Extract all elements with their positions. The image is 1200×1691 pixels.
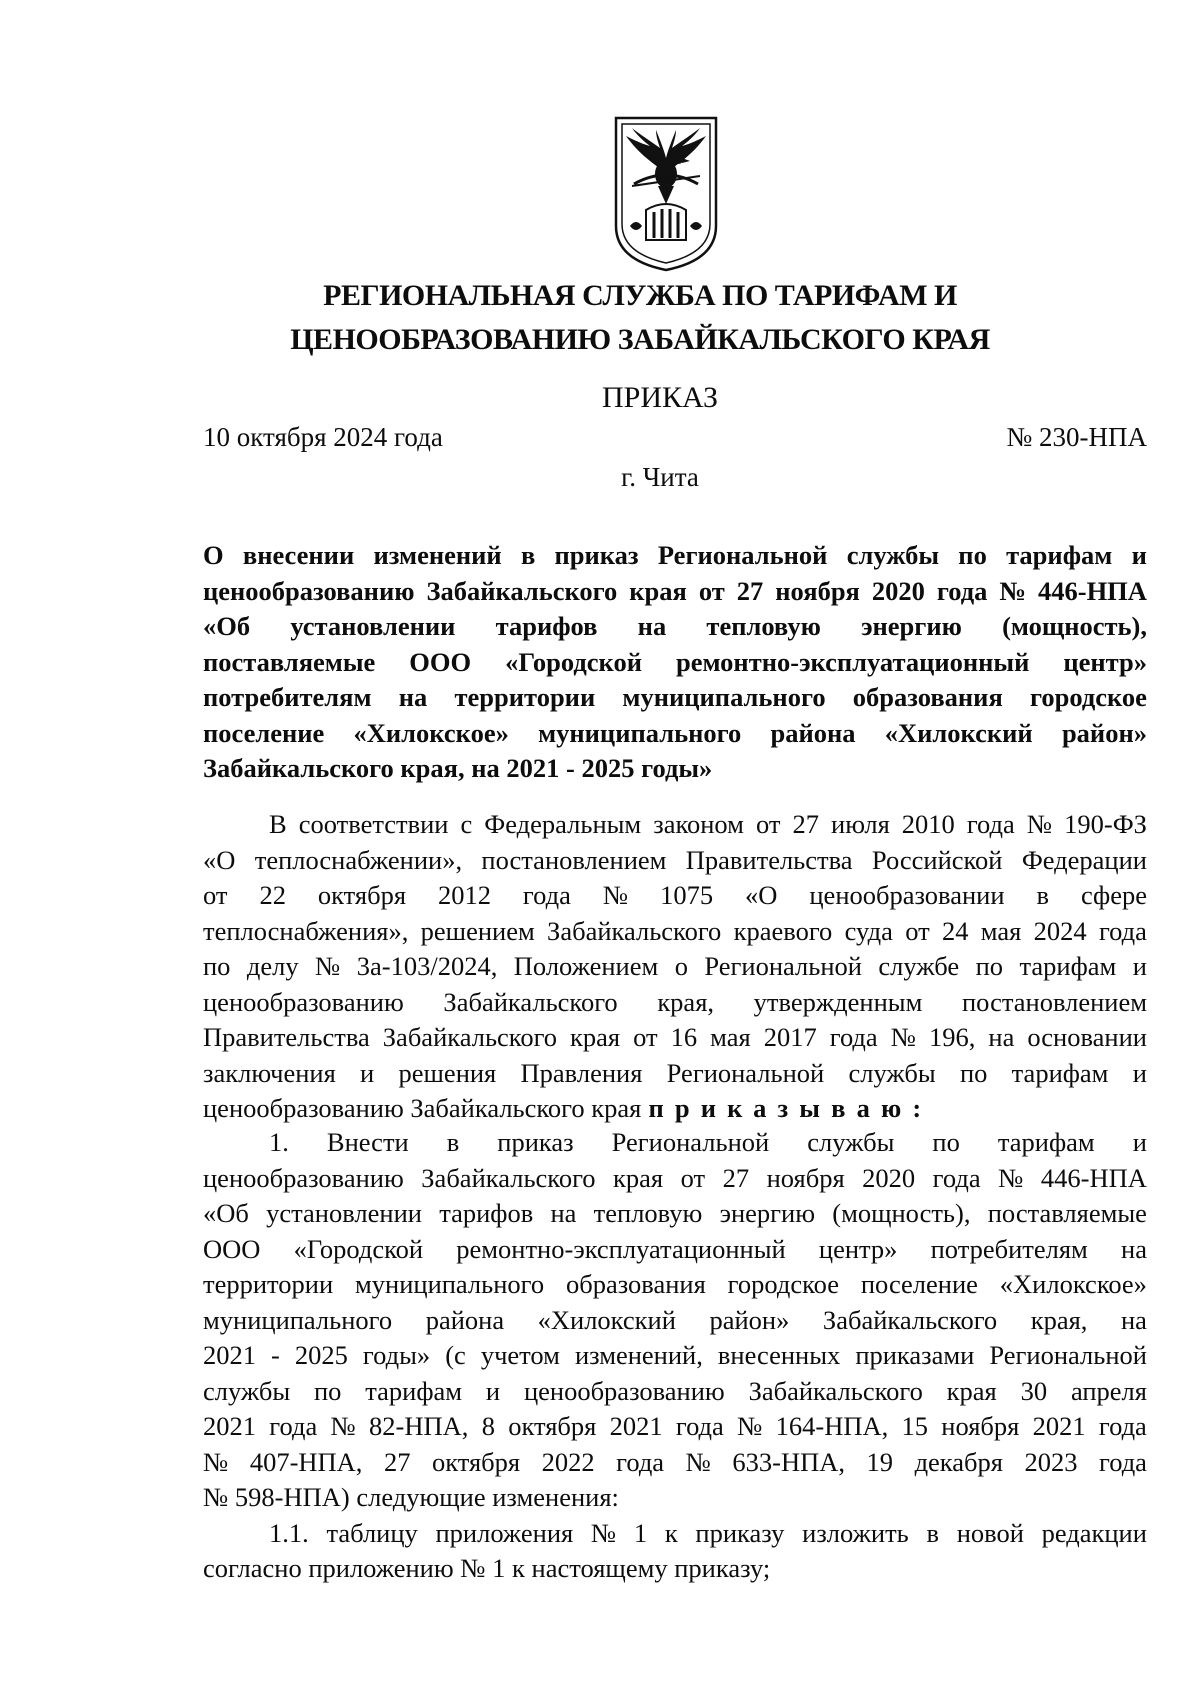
- subject-line: ценообразованию Забайкальского края от 27 ноября 2020 года № 446-НПА: [203, 575, 1147, 606]
- document-subject: [203, 538, 1147, 787]
- item-1-line: 2021 - 2025 годы» (с учетом изменений, внесенных приказами Региональной: [203, 1340, 1147, 1370]
- preamble-line: В соответствии с Федеральным законом от 27 июля 2010 года № 190-ФЗ: [269, 809, 1147, 839]
- item-1-1-line: согласно приложению № 1 к настоящему приказу;: [203, 1553, 771, 1583]
- order-word: приказываю:: [648, 1093, 933, 1123]
- item-1-line: № 407-НПА, 27 октября 2022 года № 633-НПА, 19 декабря 2023 года: [203, 1446, 1147, 1477]
- preamble-line: ценообразованию Забайкальского края: [203, 1093, 642, 1123]
- preamble-line: теплоснабжения», решением Забайкальского краевого суда от 24 мая 2024 года: [203, 915, 1147, 946]
- subject-line: потребителям на территории муниципального образования городское: [203, 682, 1147, 712]
- preamble-line: «О теплоснабжении», постановлением Правительства Российской Федерации: [203, 844, 1147, 875]
- item-1-line: № 598-НПА) следующие изменения:: [203, 1482, 619, 1512]
- coat-of-arms-emblem: [612, 114, 720, 272]
- document-city: г. Чита: [621, 462, 699, 492]
- agency-name: [200, 274, 1080, 362]
- agency-name-line-1: РЕГИОНАЛЬНАЯ СЛУЖБА ПО ТАРИФАМ И: [323, 279, 957, 312]
- agency-name-line-2: ЦЕНООБРАЗОВАНИЮ ЗАБАЙКАЛЬСКОГО КРАЯ: [290, 323, 990, 356]
- item-1-line: ООО «Городской ремонтно-эксплуатационный центр» потребителям на: [203, 1233, 1147, 1264]
- item-1-line: муниципального района «Хилокский район» Забайкальского края, на: [203, 1304, 1147, 1335]
- preamble-line-last: [203, 1091, 1147, 1127]
- item-1-line: «Об установлении тарифов на тепловую энергию (мощность), поставляемые: [203, 1198, 1147, 1228]
- preamble-line: от 22 октября 2012 года № 1075 «О ценообразовании в сфере: [203, 880, 1147, 910]
- subject-line: поселение «Хилокское» муниципального района «Хилокский район»: [203, 717, 1147, 748]
- item-1-line: службы по тарифам и ценообразованию Забайкальского края 30 апреля: [203, 1375, 1147, 1406]
- preamble-paragraph: [203, 807, 1147, 1127]
- item-1-paragraph: [203, 1125, 1147, 1587]
- subject-line: Забайкальского края, на 2021 - 2025 годы»: [203, 753, 713, 783]
- document-number: № 230-НПА: [1006, 422, 1147, 452]
- preamble-line: заключения и решения Правления Региональной службы по тарифам и: [203, 1057, 1147, 1088]
- item-1-line: 1. Внести в приказ Региональной службы по тарифам и: [269, 1127, 1147, 1157]
- item-1-line: ценообразованию Забайкальского края от 27 ноября 2020 года № 446-НПА: [203, 1162, 1147, 1193]
- subject-line: О внесении изменений в приказ Региональной службы по тарифам и: [203, 540, 1147, 570]
- subject-line: поставляемые ООО «Городской ремонтно-эксплуатационный центр»: [203, 646, 1147, 677]
- item-1-line: 2021 года № 82-НПА, 8 октября 2021 года № 164-НПА, 15 ноября 2021 года: [203, 1411, 1147, 1441]
- item-1-1-line: 1.1. таблицу приложения № 1 к приказу изложить в новой редакции: [269, 1517, 1147, 1548]
- subject-line: «Об установлении тарифов на тепловую энергию (мощность),: [203, 611, 1147, 641]
- document-date: 10 октября 2024 года: [203, 422, 443, 452]
- preamble-line: ценообразованию Забайкальского края, утвержденным постановлением: [203, 986, 1147, 1017]
- preamble-line: Правительства Забайкальского края от 16 мая 2017 года № 196, на основании: [203, 1022, 1147, 1052]
- item-1-line: территории муниципального образования городское поселение «Хилокское»: [203, 1269, 1147, 1299]
- preamble-line: по делу № 3а-103/2024, Положением о Региональной службе по тарифам и: [203, 951, 1147, 981]
- document-type: ПРИКАЗ: [602, 381, 718, 414]
